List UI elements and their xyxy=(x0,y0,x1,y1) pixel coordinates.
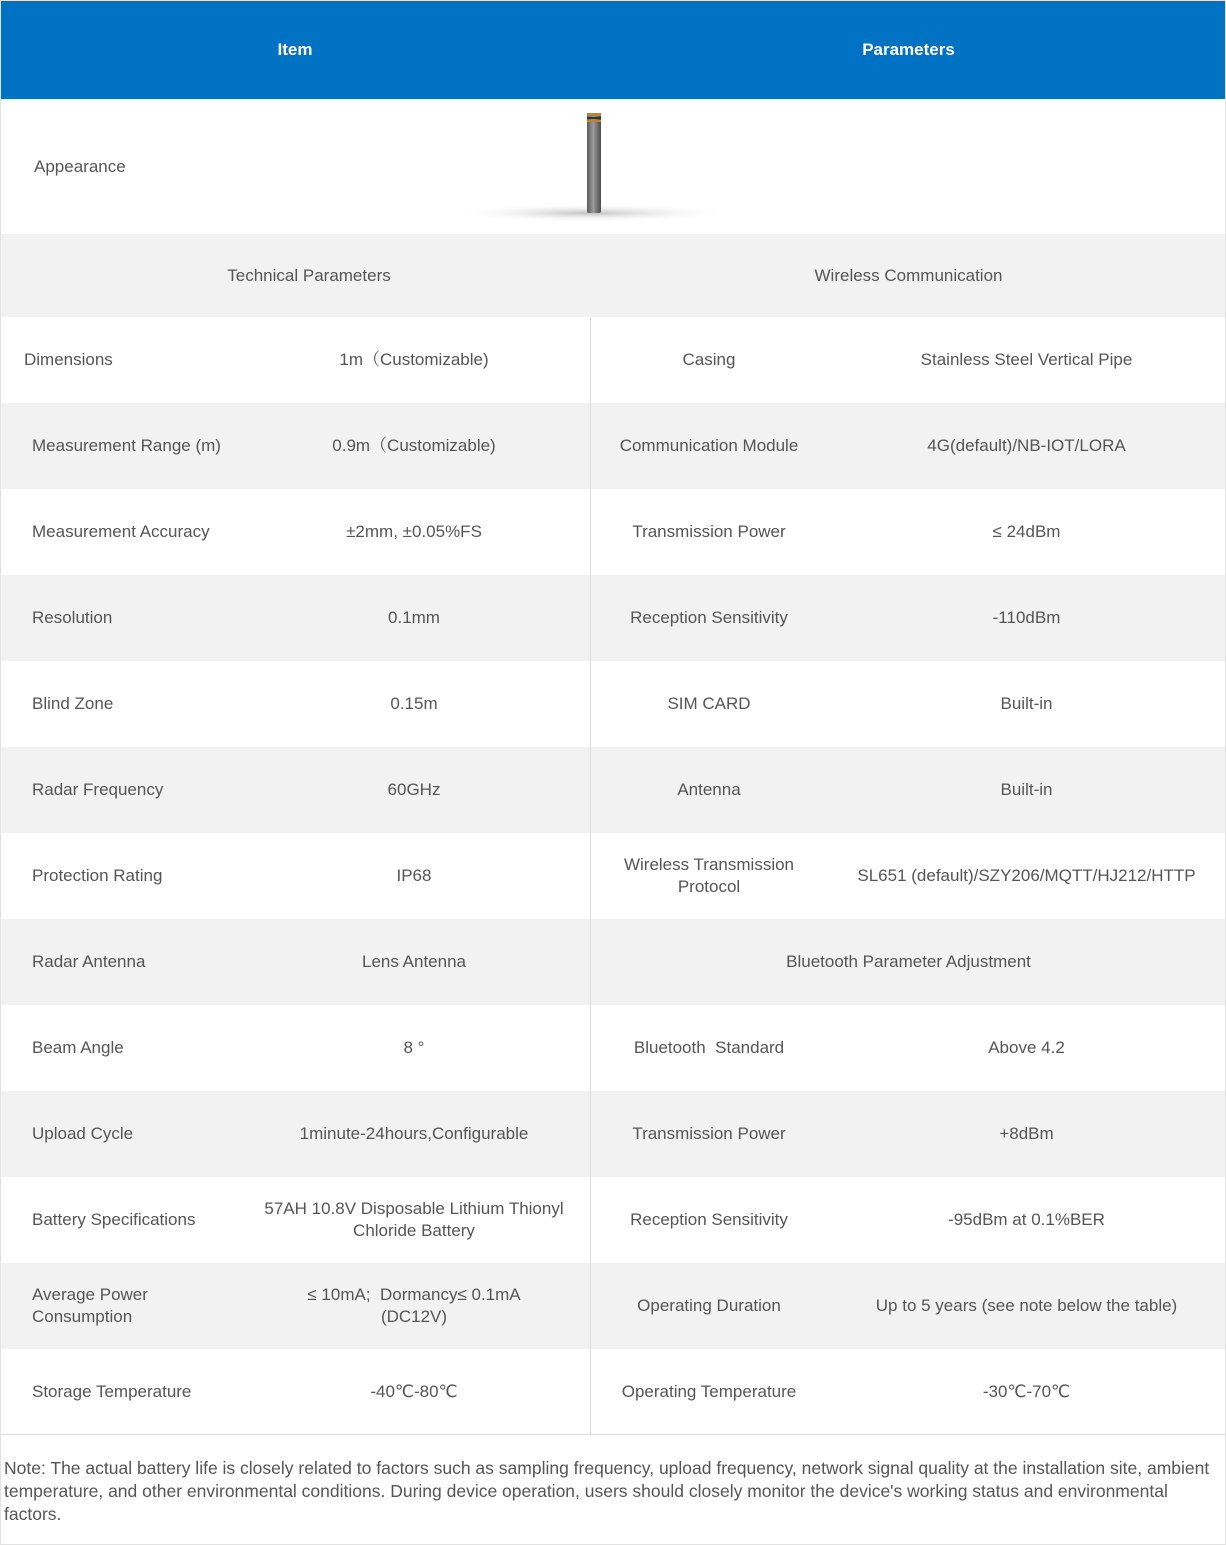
table-row xyxy=(0,661,1226,747)
wireless-param-value: Stainless Steel Vertical Pipe xyxy=(920,350,1133,369)
param-value: 0.15m xyxy=(390,694,438,713)
param-name: Resolution xyxy=(32,608,113,627)
bluetooth-param-name: Reception Sensitivity xyxy=(630,1210,788,1229)
param-name: Measurement Accuracy xyxy=(32,522,210,541)
column-divider xyxy=(590,317,591,1434)
param-value: ±2mm, ±0.05%FS xyxy=(346,522,482,541)
wireless-param-name: Communication Module xyxy=(619,436,799,455)
param-name: Average Power Consumption xyxy=(32,1285,148,1326)
param-value: 0.1mm xyxy=(388,608,440,627)
param-name: Battery Specifications xyxy=(32,1210,196,1229)
bluetooth-param-name: Bluetooth Standard xyxy=(633,1038,785,1057)
section-wireless-communication: Wireless Communication xyxy=(814,265,1003,285)
wireless-param-value: Built-in xyxy=(1000,780,1053,799)
table-row xyxy=(0,1349,1226,1435)
param-value: 1m（Customizable) xyxy=(339,350,489,369)
wireless-param-name: Wireless Transmission Protocol xyxy=(623,855,795,896)
table-row xyxy=(0,919,1226,1005)
wireless-param-value: Built-in xyxy=(1000,694,1053,713)
appearance-label: Appearance xyxy=(34,156,126,176)
param-value: 8 ° xyxy=(403,1038,425,1057)
wireless-param-name: Casing xyxy=(682,350,736,369)
param-name: Radar Frequency xyxy=(32,780,164,799)
param-name: Upload Cycle xyxy=(32,1124,134,1143)
bluetooth-param-value: Up to 5 years (see note below the table) xyxy=(875,1296,1178,1315)
bluetooth-param-name: Operating Temperature xyxy=(621,1382,797,1401)
bluetooth-param-name: Operating Duration xyxy=(637,1296,781,1315)
table-row xyxy=(0,1263,1226,1349)
bluetooth-param-value: -95dBm at 0.1%BER xyxy=(948,1210,1105,1229)
wireless-param-name: Reception Sensitivity xyxy=(630,608,788,627)
param-value: -40℃-80℃ xyxy=(370,1382,458,1401)
table-row xyxy=(0,489,1226,575)
battery-life-note: Note: The actual battery life is closely related to factors such as sampling frequency, upload frequency, network signal quality at the installation site, ambient temperature, and other environmental conditions. During device operation, users should closely monitor the device's working status and environmental factors. xyxy=(0,1434,1226,1544)
section-header-row xyxy=(0,234,1226,317)
wireless-param-value: SL651 (default)/SZY206/MQTT/HJ212/HTTP xyxy=(857,866,1196,885)
bluetooth-param-value: -30℃-70℃ xyxy=(982,1382,1071,1401)
section-bluetooth-parameter-adjustment: Bluetooth Parameter Adjustment xyxy=(786,952,1031,971)
wireless-param-name: Transmission Power xyxy=(632,522,786,541)
param-value: Lens Antenna xyxy=(362,952,466,971)
param-value: 60GHz xyxy=(387,780,441,799)
wireless-param-name: Antenna xyxy=(677,780,741,799)
wireless-param-value: 4G(default)/NB-IOT/LORA xyxy=(927,436,1126,455)
header-parameters: Parameters xyxy=(862,39,955,59)
param-name: Protection Rating xyxy=(32,866,163,885)
table-row xyxy=(0,833,1226,919)
table-row xyxy=(0,317,1226,403)
header-item: Item xyxy=(277,39,313,59)
table-row xyxy=(0,575,1226,661)
bluetooth-param-value: Above 4.2 xyxy=(988,1038,1065,1057)
wireless-param-name: SIM CARD xyxy=(667,694,751,713)
wireless-param-value: -110dBm xyxy=(992,608,1061,627)
param-name: Measurement Range (m) xyxy=(32,436,221,455)
bluetooth-param-value: +8dBm xyxy=(999,1124,1054,1143)
table-row xyxy=(0,1177,1226,1263)
param-name: Storage Temperature xyxy=(32,1382,192,1401)
param-value: ≤ 10mA; Dormancy≤ 0.1mA (DC12V) xyxy=(307,1285,526,1326)
param-name: Blind Zone xyxy=(32,694,114,713)
appearance-row xyxy=(0,99,1226,234)
table-row xyxy=(0,1091,1226,1177)
param-name: Dimensions xyxy=(24,350,113,369)
param-value: 0.9m（Customizable) xyxy=(332,436,496,455)
table-row xyxy=(0,747,1226,833)
table-row xyxy=(0,403,1226,489)
param-name: Radar Antenna xyxy=(32,952,146,971)
param-value: 57AH 10.8V Disposable Lithium Thionyl Chloride Battery xyxy=(264,1199,564,1240)
param-value: IP68 xyxy=(396,866,432,885)
bluetooth-param-name: Transmission Power xyxy=(632,1124,786,1143)
param-value: 1minute-24hours,Configurable xyxy=(299,1124,529,1143)
radar-level-sensor-pipe-icon xyxy=(440,109,740,231)
wireless-param-value: ≤ 24dBm xyxy=(992,522,1061,541)
param-name: Beam Angle xyxy=(32,1038,124,1057)
section-technical-parameters: Technical Parameters xyxy=(227,265,391,285)
table-header xyxy=(0,0,1226,99)
table-row xyxy=(0,1005,1226,1091)
